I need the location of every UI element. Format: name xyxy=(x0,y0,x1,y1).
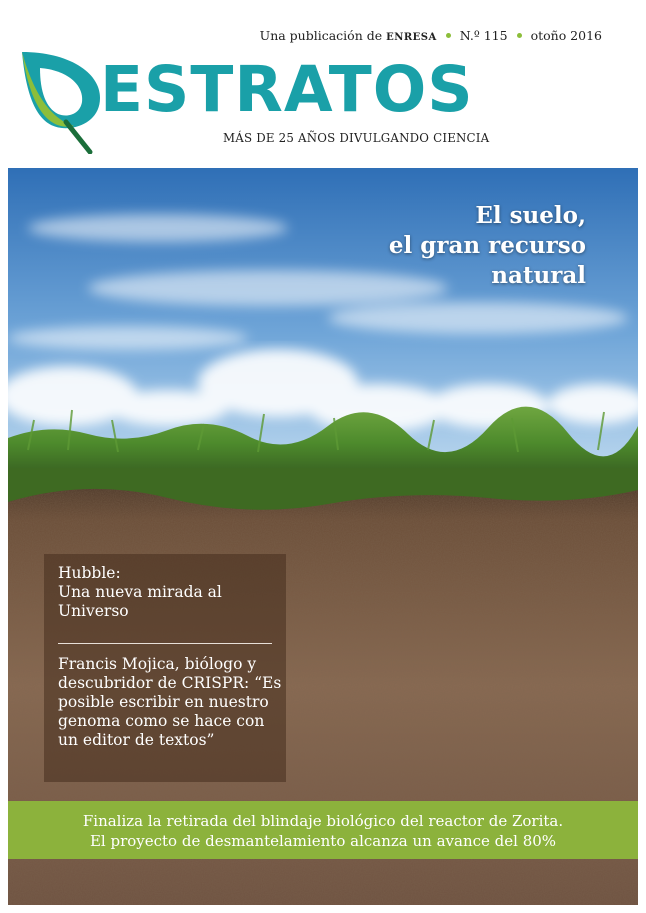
banner-line: El proyecto de desmantelamiento alcanza un avance del 80% xyxy=(89,832,557,850)
teaser-line: Universo xyxy=(58,602,129,620)
issue-number: N.º 115 xyxy=(459,28,508,43)
teaser-hubble xyxy=(58,564,278,621)
teaser-divider xyxy=(58,643,272,644)
leaf-logo-icon xyxy=(18,48,102,154)
headline-line: El suelo, xyxy=(475,202,586,229)
news-banner xyxy=(8,801,638,859)
teaser-line: Francis Mojica, biólogo y xyxy=(58,655,257,673)
teaser-line: Una nueva mirada al xyxy=(58,583,222,601)
banner-line: Finaliza la retirada del blindaje biológico del reactor de Zorita. xyxy=(82,812,564,830)
magazine-logo: ESTRATOS xyxy=(100,53,474,126)
separator-dot-icon xyxy=(446,33,451,38)
headline-line: natural xyxy=(491,262,586,289)
teasers-panel xyxy=(44,554,286,782)
teaser-line: Hubble: xyxy=(58,564,121,582)
teaser-line: posible escribir en nuestro xyxy=(58,693,269,711)
publication-prefix: Una publicación de xyxy=(259,28,383,43)
cover-headline xyxy=(326,201,586,291)
tagline: MÁS DE 25 AÑOS DIVULGANDO CIENCIA xyxy=(223,131,490,145)
teaser-line: un editor de textos” xyxy=(58,731,215,749)
publication-line xyxy=(260,28,602,43)
separator-dot-icon xyxy=(517,33,522,38)
cover-image xyxy=(8,168,638,905)
teaser-line: genoma como se hace con xyxy=(58,712,265,730)
issue-season: otoño 2016 xyxy=(530,28,602,43)
publisher-name: ENRESA xyxy=(386,32,437,43)
headline-line: el gran recurso xyxy=(388,232,586,259)
teaser-line: descubridor de CRISPR: “Es xyxy=(58,674,282,692)
banner-text xyxy=(8,811,638,851)
teaser-mojica xyxy=(58,655,282,750)
